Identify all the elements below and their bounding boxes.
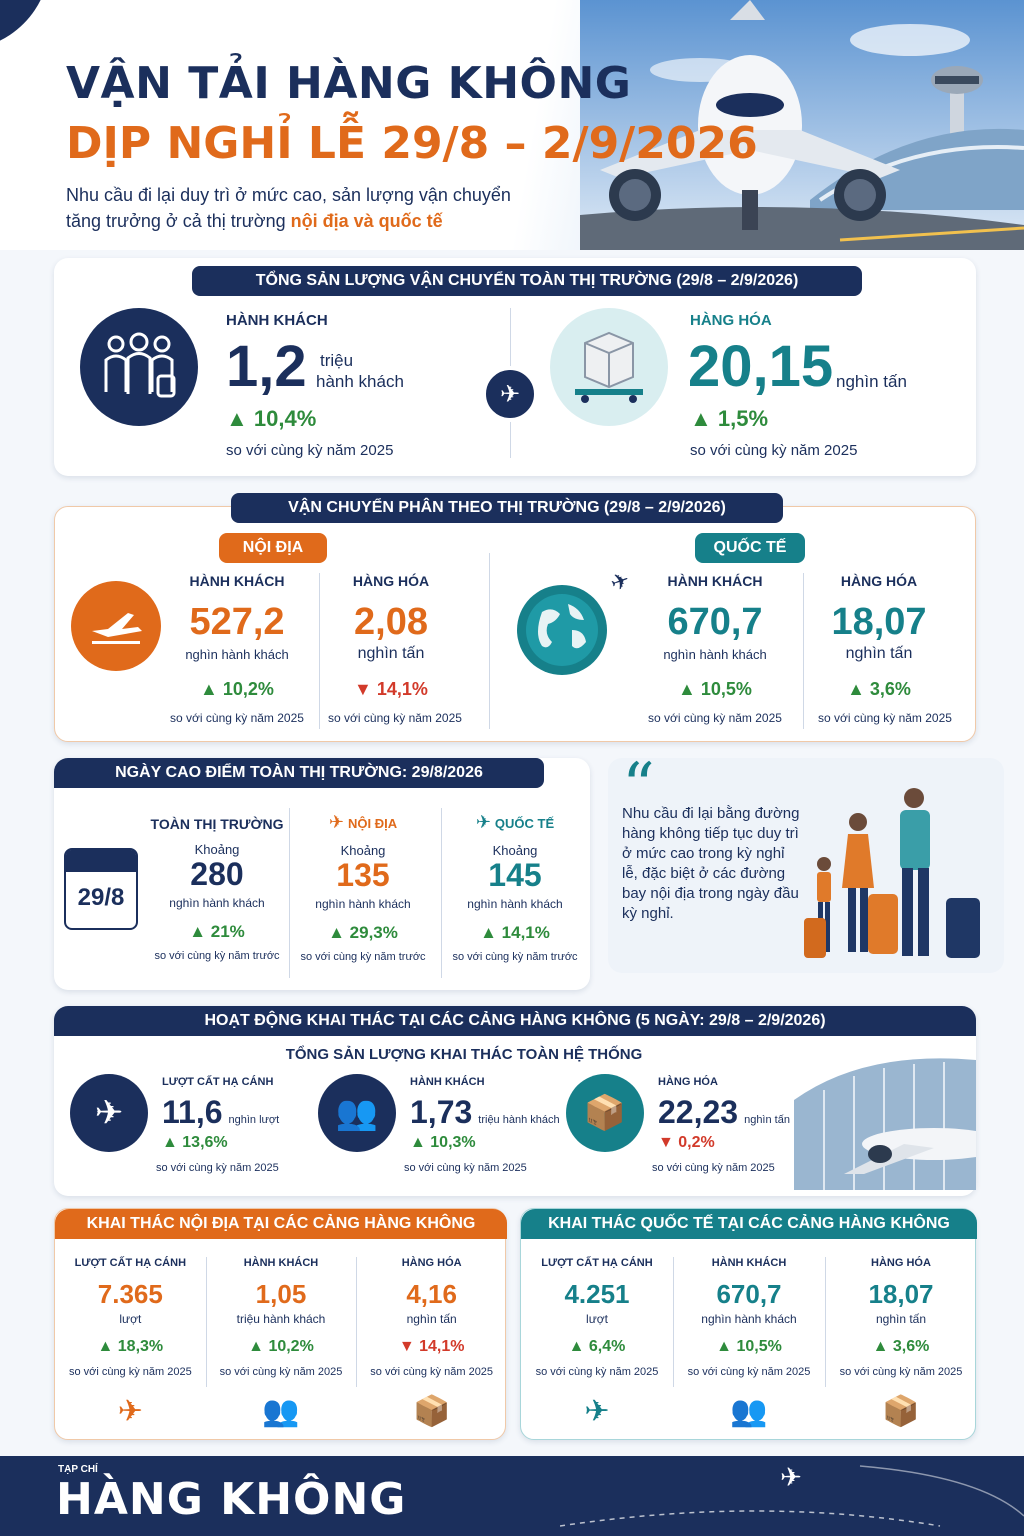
airport-label: HÀNG HÓA [658,1076,718,1088]
quote-text: Nhu cầu đi lại bằng đường hàng không tiếp tục duy trì ở mức cao trong kỳ nghỉ lễ, đặc biệt ở các đường bay nội địa trong ngày đầu kỳ nghỉ. [622,805,800,922]
airplane-icon: ✈ [475,812,491,832]
change-value: 14,1% [501,923,550,943]
airport-label: LƯỢT CẤT HẠ CÁNH [162,1076,274,1088]
breakdown-label: HÀNG HÓA [401,1257,462,1269]
intl-cargo-compare: so với cùng kỳ năm 2025 [818,711,952,725]
total-passenger-compare: so với cùng kỳ năm 2025 [226,442,394,459]
arrow-up-icon: ▲ [410,1134,431,1151]
change-value: 14,1% [419,1338,465,1355]
breakdown-change [206,1338,357,1356]
quote-mark: “ [622,750,655,824]
airport-unit: nghìn tấn [744,1114,790,1126]
breakdown-label: LƯỢT CẤT HẠ CÁNH [541,1257,653,1269]
dom-airports-banner: KHAI THÁC NỘI ĐỊA TẠI CÁC CẢNG HÀNG KHÔNG [55,1209,507,1239]
total-cargo-compare: so với cùng kỳ năm 2025 [690,442,858,459]
passengers-icon [80,308,198,426]
airport-compare: so với cùng kỳ năm 2025 [404,1162,527,1174]
peak-approx: Khoảng [492,843,538,858]
change-value: 3,6% [869,679,911,699]
airplane-icon: ✈ [117,1394,143,1429]
breakdown-unit: triệu hành khách [236,1312,326,1326]
airplane-icon: ✈ [482,366,538,422]
peak-unit: nghìn hành khách [315,897,411,912]
peak-day-card [54,758,590,990]
flight-path-decoration [560,1456,1024,1536]
breakdown-change [825,1338,977,1356]
intl-cargo-value: 18,07 [831,601,927,643]
cargo-box-icon [550,308,668,426]
flying-plane-icon: ✈ [607,566,633,597]
airports-banner: HOẠT ĐỘNG KHAI THÁC TẠI CÁC CẢNG HÀNG KHÔNG (5 NGÀY: 29/8 – 2/9/2026) [54,1006,976,1036]
arrow-up-icon: ▲ [189,922,211,942]
peak-approx: Khoảng [194,842,240,857]
total-output-card [54,258,976,476]
peak-value: 135 [336,857,390,893]
breakdown-change [356,1338,507,1356]
calendar-icon [64,848,138,930]
intl-airports-banner: KHAI THÁC QUỐC TẾ TẠI CÁC CẢNG HÀNG KHÔNG [521,1209,977,1239]
dom-cargo-unit: nghìn tấn [357,645,425,662]
breakdown-label: LƯỢT CẤT HẠ CÁNH [74,1257,187,1269]
domestic-tag: NỘI ĐỊA [219,533,327,563]
dom-cargo-compare: so với cùng kỳ năm 2025 [328,711,462,725]
family-travel-illustration [804,778,1004,973]
divider [489,553,490,729]
total-banner: TỔNG SẢN LƯỢNG VẬN CHUYỂN TOÀN THỊ TRƯỜNG (29/8 – 2/9/2026) [192,266,862,296]
unit-line-b: hành khách [316,372,404,391]
airport-compare: so với cùng kỳ năm 2025 [156,1162,279,1174]
quote-card [608,750,1004,973]
airport-value-row [410,1094,560,1131]
intl-cargo-label: HÀNG HÓA [840,573,918,589]
total-cargo-label: HÀNG HÓA [690,312,772,329]
total-passenger-label: HÀNH KHÁCH [226,312,328,329]
peak-unit: nghìn hành khách [467,897,563,912]
divider [825,1257,826,1387]
intl-passenger-value: 670,7 [667,601,763,643]
passengers-icon: 👥 [730,1394,768,1429]
breakdown-column [673,1253,825,1433]
arrow-up-icon: ▲ [872,1338,893,1355]
breakdown-value: 4.251 [564,1279,630,1309]
cargo-box-icon: 📦 [412,1394,451,1429]
arrow-down-icon: ▼ [658,1134,679,1151]
globe-icon [517,585,607,675]
peak-unit: nghìn hành khách [169,896,265,911]
peak-change [442,923,588,943]
breakdown-change [521,1338,673,1356]
unit-line-a: triệu [320,351,354,370]
airport-label: HÀNH KHÁCH [410,1076,485,1088]
dom-passenger-compare: so với cùng kỳ năm 2025 [170,711,304,725]
airport-compare: so với cùng kỳ năm 2025 [652,1162,775,1174]
subtitle-part-b: tăng trưởng ở cả thị trường [66,211,291,231]
breakdown-unit: lượt [119,1312,142,1326]
calendar-date: 29/8 [77,884,125,911]
arrow-up-icon: ▲ [568,1338,589,1355]
passengers-icon: 👥 [318,1074,396,1152]
airport-unit: triệu hành khách [478,1114,560,1126]
airport-unit: nghìn lượt [228,1114,280,1126]
breakdown-compare: so với cùng kỳ năm 2025 [687,1366,811,1378]
divider [206,1257,207,1387]
arrow-down-icon: ▼ [398,1338,420,1355]
arrow-up-icon: ▲ [678,679,696,699]
change-value: 10,5% [700,679,752,699]
dom-passenger-value: 527,2 [189,601,285,643]
total-passenger-value: 1,2 [226,334,307,399]
breakdown-value: 18,07 [868,1279,934,1309]
airport-value: 11,6 [162,1094,223,1130]
arrow-up-icon: ▲ [716,1338,737,1355]
subtitle-part-a: Nhu cầu đi lại duy trì ở mức cao, sản lượng vận chuyển [66,185,511,205]
breakdown-compare: so với cùng kỳ năm 2025 [68,1366,192,1378]
footer [0,1456,1024,1536]
breakdown-column [356,1253,507,1433]
intl-passenger-compare: so với cùng kỳ năm 2025 [648,711,782,725]
change-value: 10,5% [736,1338,782,1355]
airport-value-row [162,1094,279,1131]
divider [319,573,320,729]
international-tag: QUỐC TẾ [695,533,805,563]
peak-column [442,802,588,982]
dom-passenger-label: HÀNH KHÁCH [189,573,285,589]
intl-passenger-unit: nghìn hành khách [663,647,767,662]
breakdown-column [825,1253,977,1433]
arrow-up-icon: ▲ [97,1338,118,1355]
breakdown-value: 1,05 [255,1279,307,1309]
peak-value: 145 [488,857,542,893]
breakdown-compare: so với cùng kỳ năm 2025 [370,1366,494,1378]
takeoff-icon [71,581,161,671]
airport-value-row [658,1094,790,1131]
breakdown-value: 670,7 [716,1279,782,1309]
arrow-up-icon: ▲ [200,679,218,699]
change-value: 18,3% [117,1338,164,1355]
change-value: 10,4% [253,406,317,431]
breakdown-label: HÀNH KHÁCH [243,1257,319,1269]
change-value: 14,1% [376,679,428,699]
peak-label: NỘI ĐỊA [347,816,398,831]
intl-passenger-label: HÀNH KHÁCH [667,573,763,589]
dom-cargo-change [323,679,459,700]
airports-subtitle: TỔNG SẢN LƯỢNG KHAI THÁC TOÀN HỆ THỐNG [285,1046,643,1063]
cargo-box-icon: 📦 [566,1074,644,1152]
total-passenger-change [226,406,316,432]
svg-text:✈: ✈ [780,1463,802,1493]
airplane-icon: ✈ [584,1394,610,1429]
airport-change [658,1134,715,1152]
title-line-1: VẬN TẢI HÀNG KHÔNG [66,58,632,109]
peak-compare: so với cùng kỳ năm trước [154,950,280,963]
takeoff-icon: ✈ [70,1074,148,1152]
arrow-up-icon: ▲ [328,923,350,943]
subtitle-highlight: nội địa và quốc tế [290,211,443,231]
change-value: 1,5% [717,406,769,431]
divider [356,1257,357,1387]
peak-label-row [442,812,588,833]
breakdown-label: HÀNH KHÁCH [711,1257,787,1269]
hero-subtitle [66,182,586,234]
airport-change [410,1134,476,1152]
arrow-up-icon: ▲ [847,679,865,699]
intl-cargo-unit: nghìn tấn [845,645,913,662]
total-cargo-change [690,406,768,432]
divider [441,808,442,978]
total-passenger-unit [316,350,404,392]
dom-cargo-label: HÀNG HÓA [352,573,430,589]
arrow-down-icon: ▼ [354,679,372,699]
change-value: 10,2% [268,1338,314,1355]
arrow-up-icon: ▲ [226,406,248,431]
airport-value: 1,73 [410,1094,473,1130]
peak-label: TOÀN THỊ TRƯỜNG [150,816,284,832]
breakdown-compare: so với cùng kỳ năm 2025 [219,1366,343,1378]
intl-airports-card [520,1208,976,1440]
intl-cargo-change [807,679,951,700]
breakdown-compare: so với cùng kỳ năm 2025 [535,1366,659,1378]
breakdown-unit: nghìn tấn [875,1312,927,1326]
total-cargo-value: 20,15 [688,334,834,399]
change-value: 10,3% [430,1134,476,1151]
cargo-box-icon: 📦 [882,1394,920,1429]
change-value: 13,6% [182,1134,228,1151]
breakdown-column [206,1253,357,1433]
peak-change [144,922,290,942]
market-banner: VẬN CHUYỂN PHÂN THEO THỊ TRƯỜNG (29/8 – 2/9/2026) [231,493,783,523]
airport-change [162,1134,228,1152]
peak-banner: NGÀY CAO ĐIỂM TOÀN THỊ TRƯỜNG: 29/8/2026 [54,758,544,788]
breakdown-column [55,1253,206,1433]
change-value: 21% [210,922,245,942]
peak-change [290,923,436,943]
change-value: 6,4% [588,1338,626,1355]
breakdown-label: HÀNG HÓA [871,1257,931,1269]
arrow-up-icon: ▲ [162,1134,183,1151]
hero-section [0,0,1024,250]
passengers-icon: 👥 [262,1394,300,1429]
breakdown-unit: nghìn hành khách [701,1312,797,1326]
arrow-up-icon: ▲ [248,1338,269,1355]
peak-column [144,802,290,982]
arrow-up-icon: ▲ [480,923,502,943]
peak-label-row [290,812,436,833]
breakdown-change [673,1338,825,1356]
divider [673,1257,674,1387]
change-value: 0,2% [678,1134,715,1151]
domestic-airports-card [54,1208,506,1440]
peak-value: 280 [190,856,244,892]
breakdown-column [521,1253,673,1433]
breakdown-change [55,1338,206,1356]
total-cargo-unit: nghìn tấn [836,372,907,391]
dom-cargo-value: 2,08 [354,601,428,643]
peak-column [290,802,436,982]
intl-passenger-change [635,679,795,700]
breakdown-value: 4,16 [406,1279,457,1309]
breakdown-unit: nghìn tấn [406,1312,457,1326]
dom-passenger-unit: nghìn hành khách [185,647,289,662]
market-split-card [54,499,976,742]
airports-card [54,1006,976,1196]
peak-compare: so với cùng kỳ năm trước [300,951,426,964]
footer-brand: HÀNG KHÔNG [56,1474,407,1525]
arrow-up-icon: ▲ [690,406,712,431]
change-value: 10,2% [222,679,274,699]
change-value: 3,6% [892,1338,930,1355]
dom-passenger-change [167,679,307,700]
airplane-icon: ✈ [328,812,344,832]
divider [289,808,290,978]
peak-approx: Khoảng [340,843,386,858]
title-line-2: DỊP NGHỈ LỄ 29/8 – 2/9/2026 [66,118,758,169]
peak-label: QUỐC TẾ [494,816,555,831]
breakdown-compare: so với cùng kỳ năm 2025 [839,1366,963,1378]
footer-prefix: TẠP CHÍ [58,1464,98,1475]
airport-value: 22,23 [658,1094,739,1130]
divider [803,573,804,729]
terminal-airplane-illustration [784,1040,976,1190]
change-value: 29,3% [349,923,398,943]
breakdown-unit: lượt [586,1312,608,1326]
peak-compare: so với cùng kỳ năm trước [452,951,578,964]
breakdown-value: 7.365 [97,1279,163,1309]
